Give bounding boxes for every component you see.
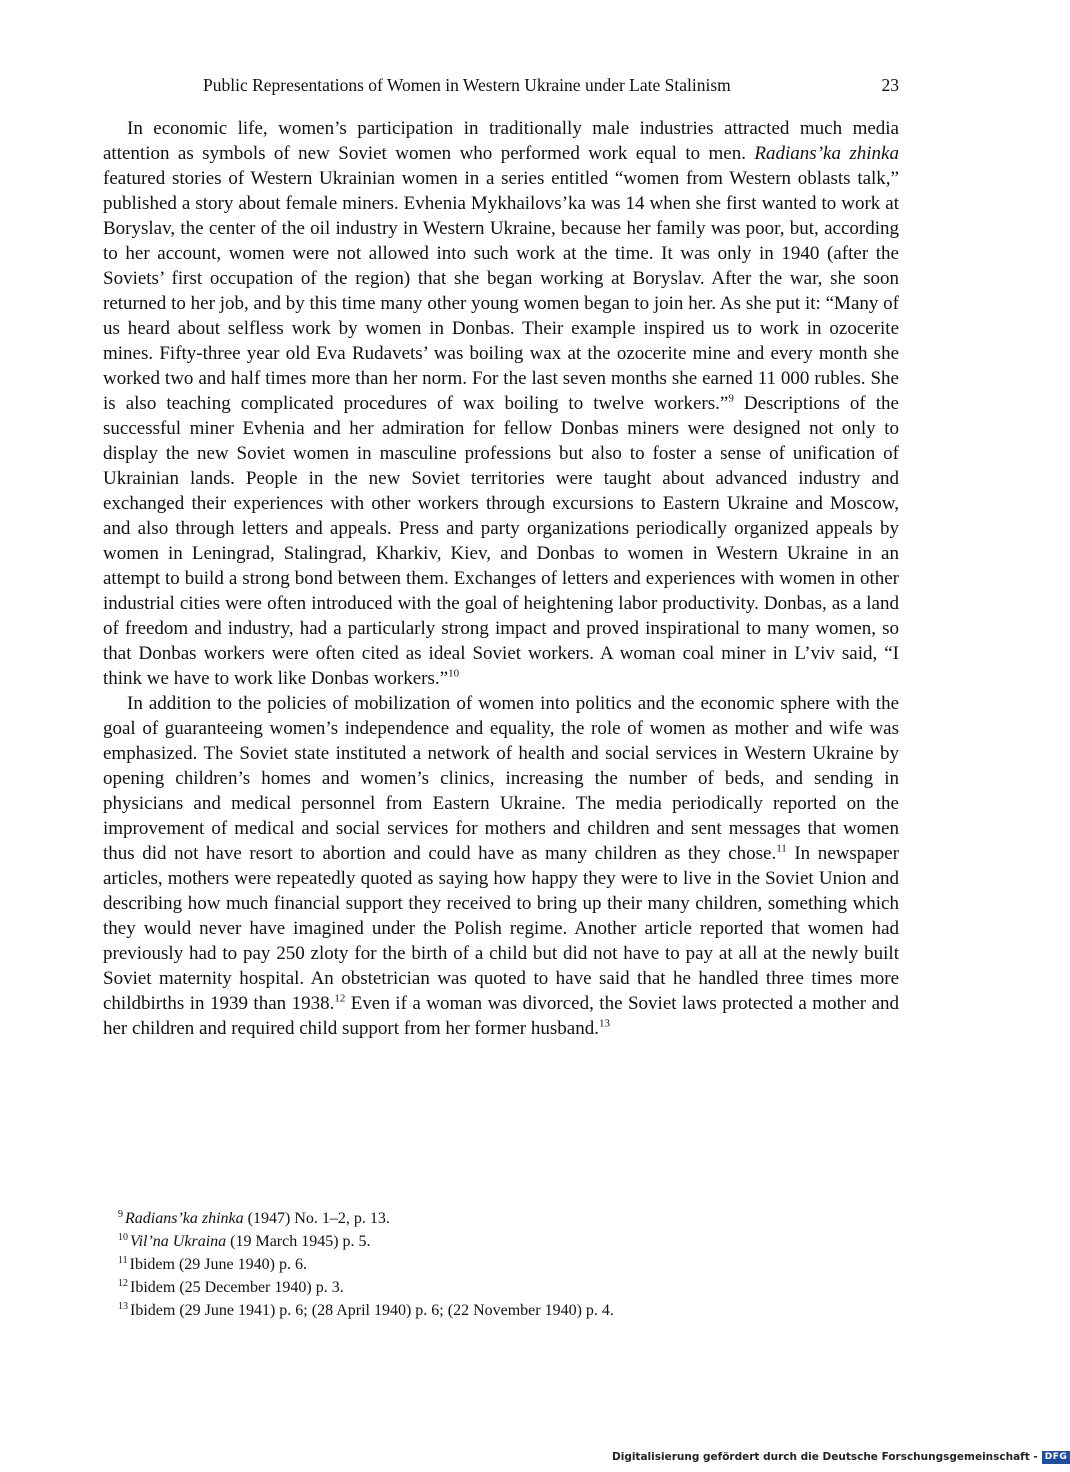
footnote-text [130, 1302, 614, 1319]
text-run: In addition to the policies of mobilization of women into politics and the economic sphere with the goal of guaranteeing women’s independence and equality, the role of women as mother and wife was emphasized. The Soviet state instituted a network of health and social services in Western Ukraine by opening children’s homes and women’s clinics, increasing the number of beds, and sending in physicians and medical personnel from Eastern Ukraine. The media periodically reported on the improvement of medical and social services for mothers and children and sent messages that women thus did not have resort to abortion and could have as many children as they chose. [103, 693, 899, 864]
text-run: (19 March 1945) p. 5. [226, 1233, 371, 1250]
footnote-text [130, 1256, 307, 1273]
text-run: Even if a woman was divorced, the Soviet laws protected a mother and her children and required child support from her former husband. [103, 993, 900, 1039]
credit-text: Digitalisierung gefördert durch die Deutsche Forschungsgemeinschaft - [612, 1451, 1038, 1463]
footnote [118, 1253, 878, 1276]
paragraph [103, 691, 899, 1041]
text-run: (1947) No. 1–2, p. 13. [243, 1210, 390, 1227]
footnote-mark: 9 [118, 1208, 123, 1220]
footnote [118, 1230, 878, 1253]
running-title: Public Representations of Women in Western Ukraine under Late Stalinism [203, 75, 731, 95]
text-run: Ibidem (29 June 1940) p. 6. [129, 1256, 307, 1273]
footnote-mark: 13 [118, 1300, 128, 1312]
running-head [103, 72, 899, 98]
footnote-reference: 12 [334, 992, 346, 1005]
footnote [118, 1207, 878, 1230]
italic-title: Vil’na Ukraina [130, 1233, 227, 1250]
footnote-reference: 10 [448, 667, 460, 680]
footnote-reference: 13 [598, 1017, 610, 1030]
text-run: Ibidem (25 December 1940) p. 3. [130, 1279, 344, 1296]
footnote-text [130, 1233, 371, 1250]
digitization-credit [612, 1449, 1070, 1465]
footnote-reference: 9 [728, 392, 734, 405]
text-run: Ibidem (29 June 1941) p. 6; (28 April 1940) p. 6; (22 November 1940) p. 4. [130, 1302, 614, 1319]
page-number: 23 [881, 75, 899, 95]
text-run: Descriptions of the successful miner Evhenia and her admiration for fellow Donbas miners were designed not only to display the new Soviet women in masculine professions but also to foster a sense of unification of Ukrainian lands. People in the new Soviet territories were taught about advanced industry and exchanged their experiences with other workers through excursions to Eastern Ukraine and Moscow, and also through letters and appeals. Press and party organizations periodically organized appeals by women in Leningrad, Stalingrad, Kharkiv, Kiev, and Donbas to women in Western Ukraine in an attempt to build a strong bond between them. Exchanges of letters and experiences with women in other industrial cities were often introduced with the goal of heightening labor productivity. Donbas, as a land of freedom and industry, had a particularly strong impact and proved inspirational to many women, so that Donbas workers were often cited as ideal Soviet workers. A woman coal miner in L’viv said, “I think we have to work like Donbas workers.” [103, 393, 899, 689]
footnote [118, 1299, 878, 1322]
footnote-mark: 10 [118, 1231, 128, 1243]
footnotes [118, 1207, 878, 1322]
dfg-logo-icon: DFG [1042, 1451, 1070, 1464]
footnote [118, 1276, 878, 1299]
italic-title: Radians’ka zhinka [125, 1210, 244, 1227]
text-run: featured stories of Western Ukrainian women in a series entitled “women from Western oblasts talk,” published a story about female miners. Evhenia Mykhailovs’ka was 14 when she first wanted to work at Boryslav, the center of the oil industry in Western Ukraine, because her family was poor, but, according to her account, women were not allowed into such work at the time. It was only in 1940 (after the Soviets’ first occupation of the region) that she began working at Boryslav. After the war, she soon returned to her job, and by this time many other young women began to join her. As she put it: “Many of us heard about selfless work by women in Donbas. Their example inspired us to work in ozocerite mines. Fifty-three year old Eva Rudavets’ was boiling wax at the ozocerite mine and every month she worked two and half times more than her norm. For the last seven months she earned 11 000 rubles. She is also teaching complicated procedures of wax boiling to twelve workers.” [103, 168, 899, 414]
text-run: In newspaper articles, mothers were repeatedly quoted as saying how happy they were to live in the Soviet Union and describing how much financial support they received to bring up their many children, something which they would never have imagined under the Polish regime. Another article reported that women had previously had to pay 250 zloty for the birth of a child but did not have to pay at all at the newly built Soviet maternity hospital. An obstetrician was quoted to have said that he handled three times more childbirths in 1939 than 1938. [103, 843, 899, 1014]
text-run: In economic life, women’s participation in traditionally male industries attracted much media attention as symbols of new Soviet women who performed work equal to men. [103, 118, 899, 164]
italic-title: Radians’ka zhinka [754, 143, 899, 164]
footnote-text [125, 1210, 390, 1227]
footnote-reference: 11 [776, 842, 787, 855]
footnote-mark: 11 [118, 1254, 128, 1266]
footnote-mark: 12 [118, 1277, 128, 1289]
body-text [103, 116, 899, 1041]
footnote-text [130, 1279, 344, 1296]
paragraph [103, 116, 899, 691]
